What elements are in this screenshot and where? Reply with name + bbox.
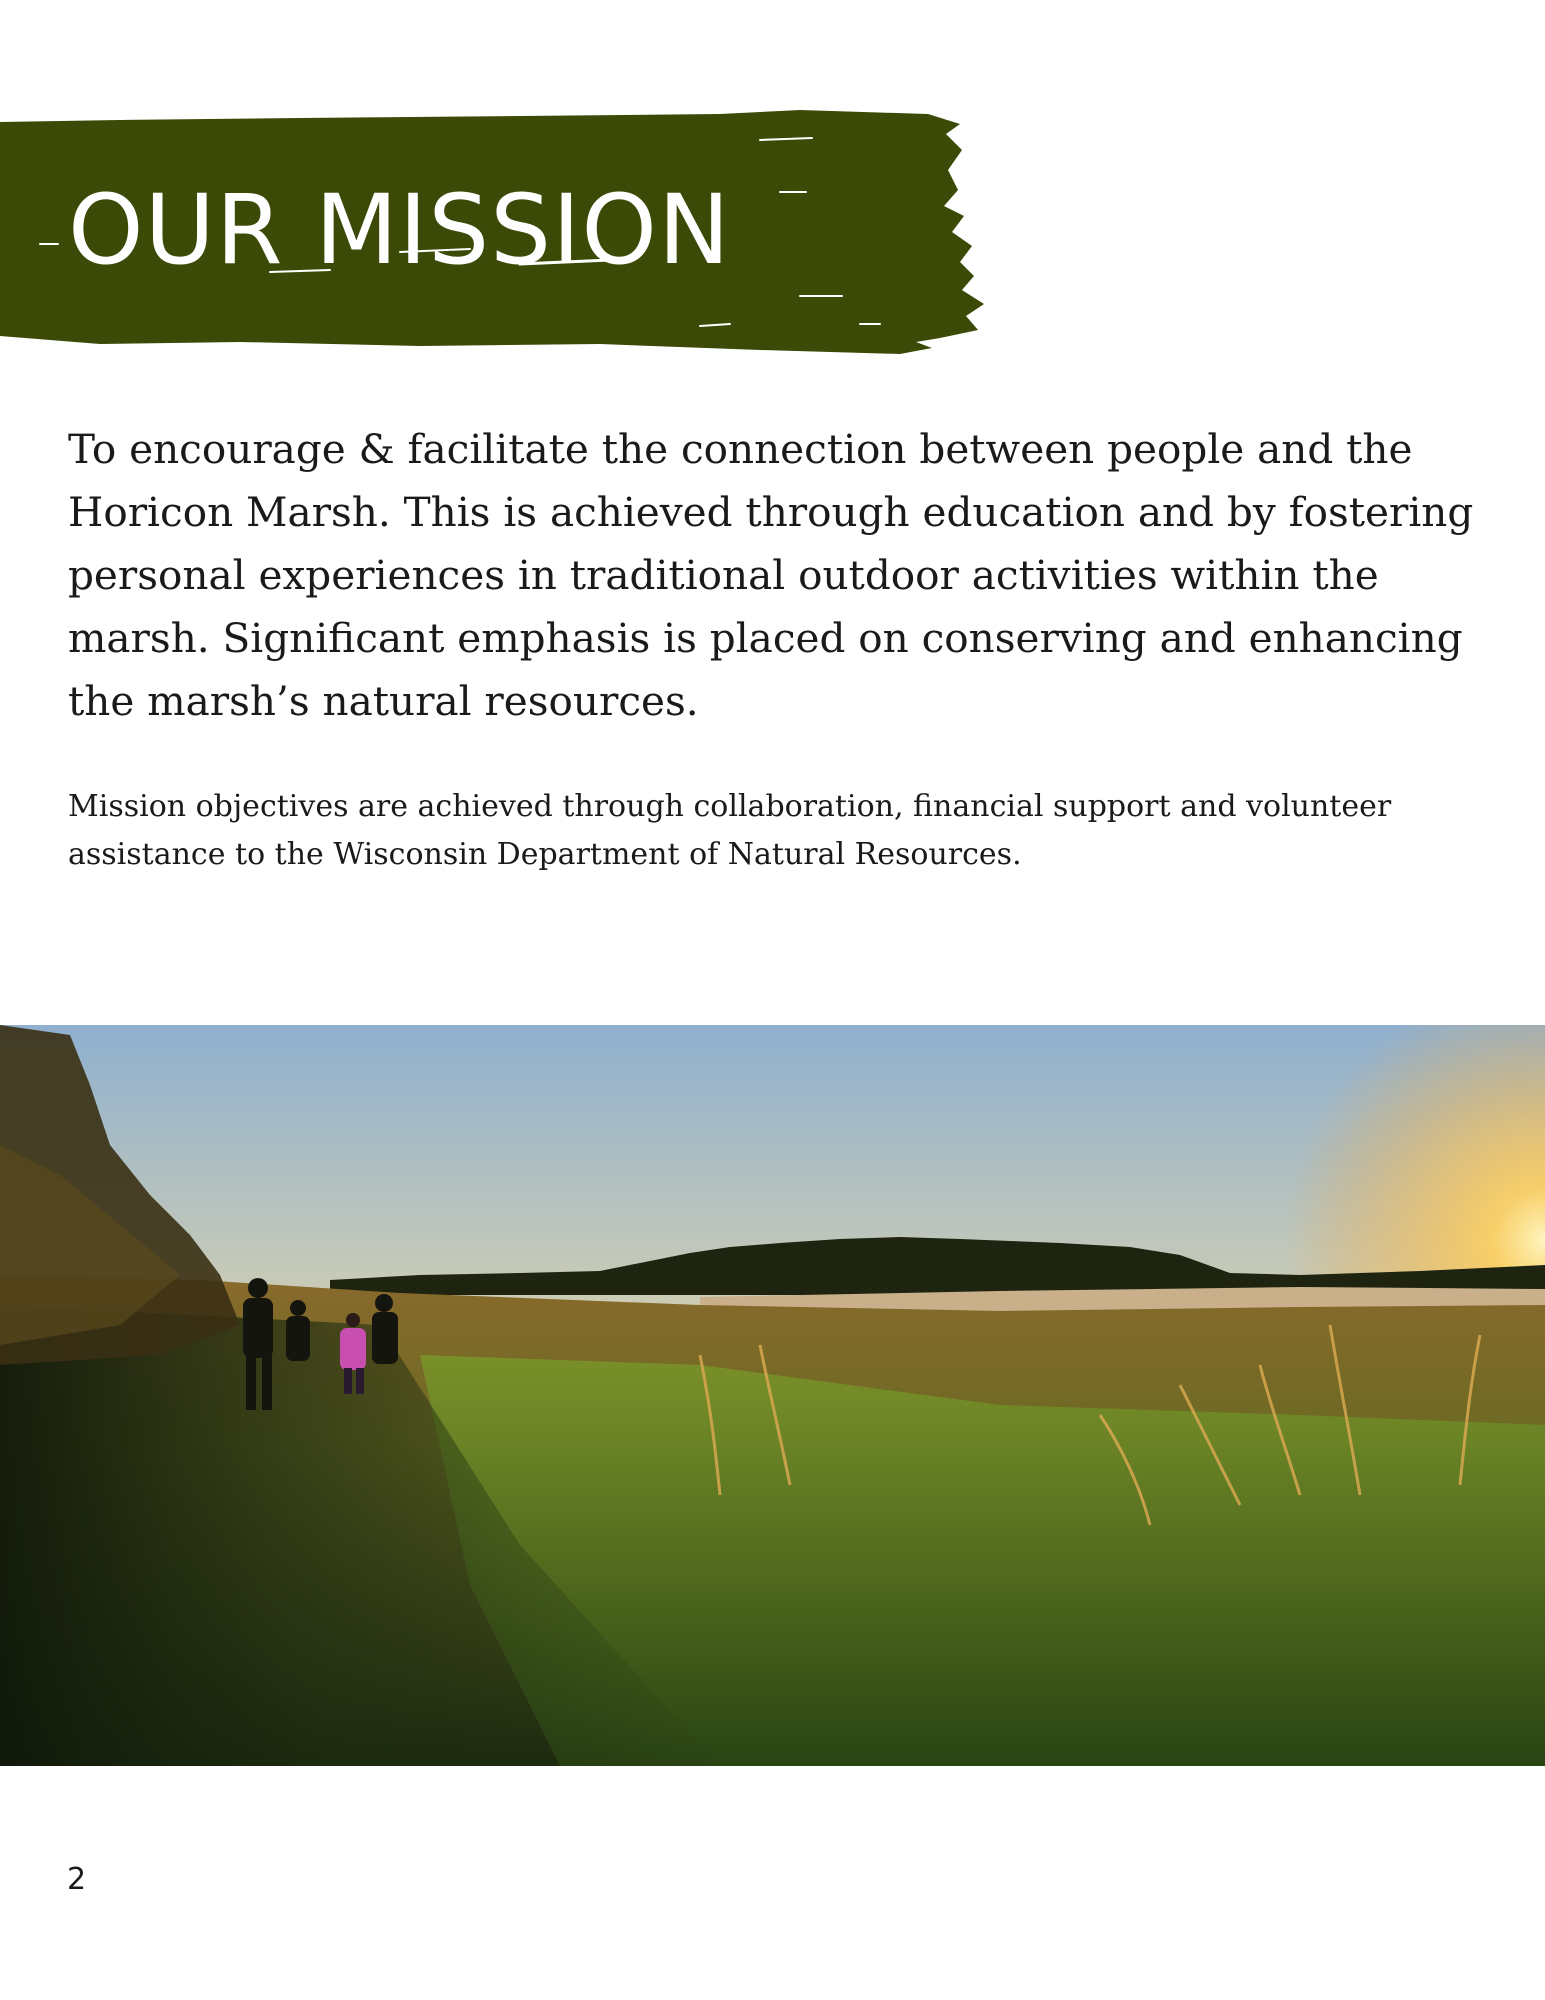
page-title: OUR MISSION <box>68 174 731 286</box>
marsh-sunset-photo <box>0 1025 1545 1766</box>
mission-objectives: Mission objectives are achieved through collaboration, financial support and volunteer assistance to the Wisconsin Department of Natural Resources. <box>68 789 1392 872</box>
mission-statement: To encourage & facilitate the connection between people and the Horicon Marsh. This is achieved through education and by fostering personal experiences in traditional outdoor activities within the marsh. Significant emphasis is placed on conserving and enhancing the marsh’s natural resources. <box>68 425 1474 725</box>
page-number: 2 <box>67 1862 87 1897</box>
